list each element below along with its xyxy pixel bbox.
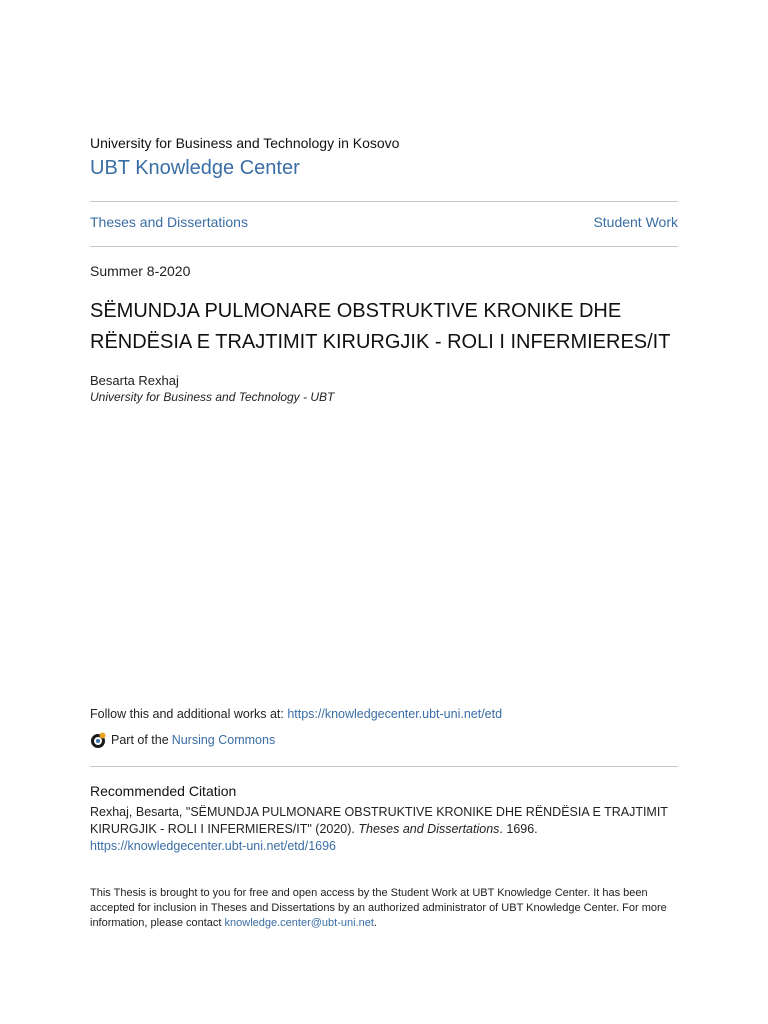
divider-top: [90, 201, 678, 202]
title-line-1: SËMUNDJA PULMONARE OBSTRUKTIVE KRONIKE DHE: [90, 300, 622, 322]
publication-date: Summer 8-2020: [90, 263, 191, 279]
etd-link[interactable]: https://knowledgecenter.ubt-uni.net/etd: [287, 707, 503, 721]
student-work-link[interactable]: Student Work: [593, 214, 678, 230]
author-name: Besarta Rexhaj: [90, 373, 179, 388]
institution-name: University for Business and Technology in Kosovo: [90, 135, 400, 151]
notice-text: This Thesis is brought to you for free and open access by the Student Work at UBT Knowledge Center. It has been accepted for inclusion in Theses and Dissertations by an authorized administrator of UBT Knowledge Center. For more information, please contact: [90, 887, 667, 929]
citation-line-1: Rexhaj, Besarta, "SËMUNDJA PULMONARE OBSTRUKTIVE KRONIKE DHE RËNDËSIA E TRAJTIMIT: [90, 805, 668, 819]
repository-link[interactable]: UBT Knowledge Center: [90, 157, 300, 179]
theses-link[interactable]: Theses and Dissertations: [90, 214, 248, 230]
divider-nav: [90, 246, 678, 247]
nursing-commons-link[interactable]: Nursing Commons: [171, 733, 276, 747]
title-line-2: RËNDËSIA E TRAJTIMIT KIRURGJIK - ROLI I INFERMIERES/IT: [90, 331, 671, 353]
citation-line-2-start: KIRURGJIK - ROLI I INFERMIERES/IT" (2020).: [90, 822, 359, 836]
part-of: [90, 731, 275, 749]
notice-end: .: [373, 917, 377, 929]
collection-nav: [90, 214, 678, 230]
part-of-prefix: Part of the: [111, 733, 169, 747]
citation-line-2: [90, 821, 678, 838]
contact-email-link[interactable]: knowledge.center@ubt-uni.net: [224, 917, 374, 929]
author-affiliation: University for Business and Technology - UBT: [90, 390, 335, 404]
citation-body: [90, 804, 678, 855]
follow-prefix: Follow this and additional works at:: [90, 707, 288, 721]
divider-citation: [90, 766, 678, 767]
citation-url[interactable]: https://knowledgecenter.ubt-uni.net/etd/1696: [90, 839, 337, 853]
access-notice: [90, 886, 678, 931]
citation-series: Theses and Dissertations: [358, 822, 500, 836]
document-title: [90, 296, 678, 358]
citation-number: . 1696.: [499, 822, 538, 836]
bepress-commons-icon: [90, 731, 108, 749]
follow-works: [90, 707, 502, 721]
citation-heading: Recommended Citation: [90, 783, 237, 799]
